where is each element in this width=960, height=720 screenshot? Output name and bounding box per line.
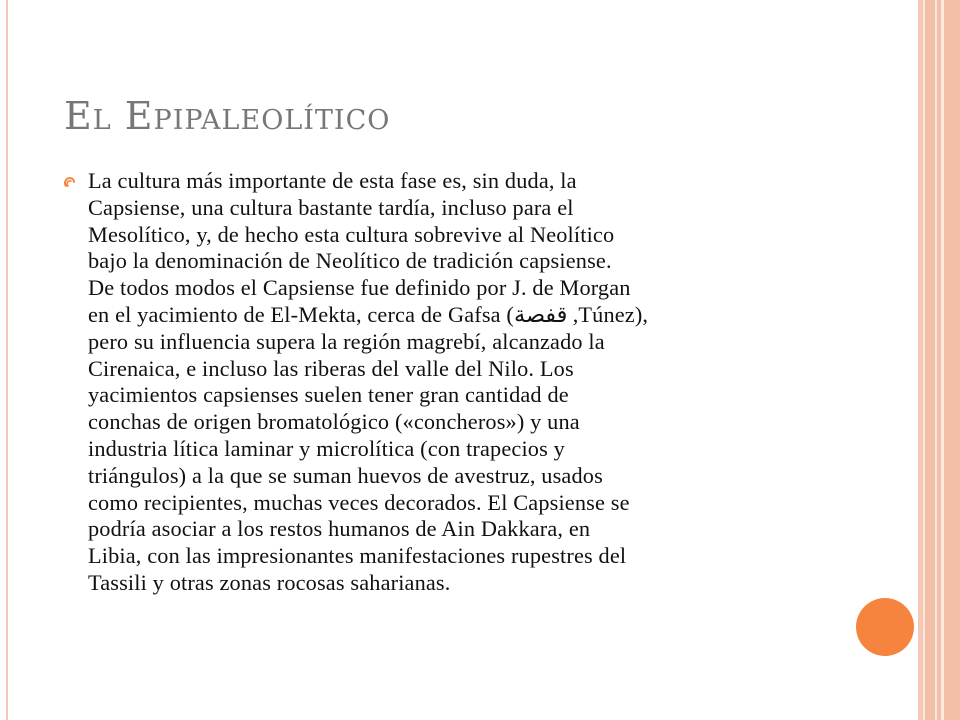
- paragraph-line: como recipientes, muchas veces decorados. El Capsiense se: [88, 489, 630, 515]
- bullet-item: [64, 168, 834, 597]
- orange-arc-bullet-icon: [64, 176, 76, 188]
- paragraph-line: industria lítica laminar y microlítica (con trapecios y: [88, 435, 565, 461]
- title-initial: E: [64, 94, 93, 138]
- title-initial: E: [124, 94, 154, 138]
- paragraph-line: podría asociar a los restos humanos de Ain Dakkara, en: [88, 516, 591, 542]
- paragraph-line: triángulos) a la que se suman huevos de avestruz, usados: [88, 462, 603, 488]
- stripe: [944, 0, 960, 720]
- title-smallcaps: L: [92, 105, 112, 136]
- paragraph-line: De todos modos el Capsiense fue definido por J. de Morgan: [88, 275, 631, 301]
- paragraph-line: Capsiense, una cultura bastante tardía, incluso para el: [88, 194, 574, 220]
- paragraph-line: Tassili y otras zonas rocosas saharianas.: [88, 569, 451, 595]
- stripe: [925, 0, 935, 720]
- left-frame-line: [6, 0, 8, 720]
- orange-circle-decoration: [856, 598, 914, 656]
- paragraph-line: Mesolítico, y, de hecho esta cultura sobrevive al Neolítico: [88, 221, 615, 247]
- paragraph-line: pero su influencia supera la región magrebí, alcanzado la: [88, 328, 605, 354]
- title-smallcaps: PIPALEOLÍTICO: [153, 105, 391, 136]
- paragraph-line: La cultura más importante de esta fase es, sin duda, la: [88, 168, 577, 193]
- slide-title: [64, 94, 390, 138]
- paragraph-line: en el yacimiento de El-Mekta, cerca de Gafsa (قفصة ,Túnez),: [88, 301, 649, 327]
- bullet-paragraph: [88, 168, 834, 597]
- paragraph-line: yacimientos capsienses suelen tener gran cantidad de: [88, 382, 569, 408]
- right-decorative-stripes: [918, 0, 960, 720]
- slide-body: [64, 168, 834, 597]
- paragraph-line: bajo la denominación de Neolítico de tradición capsiense.: [88, 248, 612, 274]
- paragraph-line: Cirenaica, e incluso las riberas del valle del Nilo. Los: [88, 355, 574, 381]
- paragraph-line: Libia, con las impresionantes manifestaciones rupestres del: [88, 543, 627, 569]
- paragraph-line: conchas de origen bromatológico («concheros») y una: [88, 409, 580, 435]
